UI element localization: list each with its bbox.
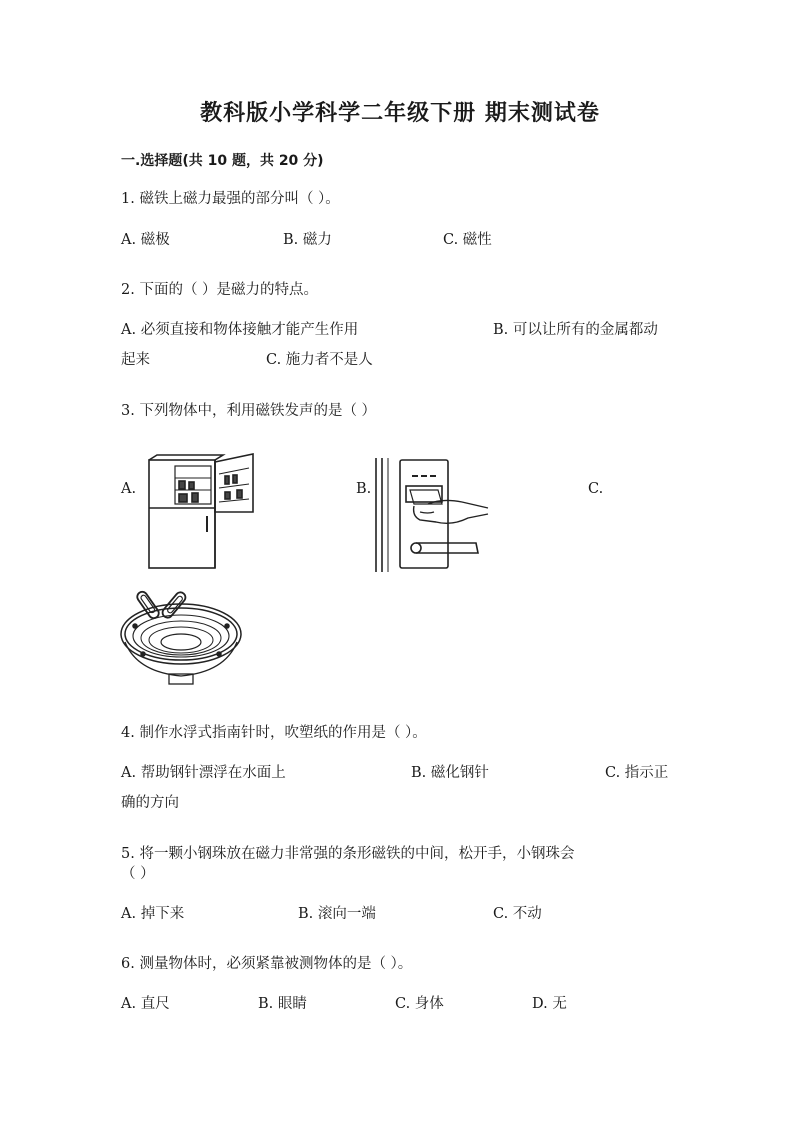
question-2-option-b: B. 可以让所有的金属都动	[493, 322, 658, 338]
question-1-option-b: B. 磁力	[283, 232, 332, 248]
question-6-stem: 6. 测量物体时，必须紧靠被测物体的是（ ）。	[121, 956, 413, 972]
question-6-option-d: D. 无	[532, 996, 567, 1012]
refrigerator-image	[145, 452, 257, 572]
question-3-option-b: B.	[356, 481, 372, 497]
question-4-option-a: A. 帮助钢针漂浮在水面上	[121, 765, 286, 781]
speaker-with-paperclips-image	[117, 582, 245, 690]
question-2-stem: 2. 下面的（ ）是磁力的特点。	[121, 282, 319, 298]
question-5-stem-continued: （ ）	[121, 866, 155, 882]
question-5-option-c: C. 不动	[493, 906, 542, 922]
question-2-option-b-continued: 起来	[121, 352, 150, 368]
question-2-option-c: C. 施力者不是人	[266, 352, 373, 368]
question-5-option-b: B. 滚向一端	[298, 906, 376, 922]
question-3-option-a: A.	[121, 481, 137, 497]
section-heading: 一.选择题(共 10 题，共 20 分)	[121, 153, 324, 169]
question-1-option-c: C. 磁性	[443, 232, 492, 248]
question-3-option-c: C.	[588, 481, 604, 497]
question-2-option-a: A. 必须直接和物体接触才能产生作用	[121, 322, 359, 338]
question-1-stem: 1. 磁铁上磁力最强的部分叫（ ）。	[121, 191, 340, 207]
question-4-option-c-continued: 确的方向	[121, 795, 179, 811]
question-6-option-a: A. 直尺	[121, 996, 170, 1012]
question-5-option-a: A. 掉下来	[121, 906, 185, 922]
question-5-stem: 5. 将一颗小钢珠放在磁力非常强的条形磁铁的中间，松开手，小钢珠会	[121, 846, 575, 862]
question-4-stem: 4. 制作水浮式指南针时，吹塑纸的作用是（ ）。	[121, 725, 427, 741]
question-6-option-b: B. 眼睛	[258, 996, 307, 1012]
door-card-lock-image	[372, 456, 492, 574]
question-3-stem: 3. 下列物体中，利用磁铁发声的是（ ）	[121, 403, 377, 419]
question-4-option-c: C. 指示正	[605, 765, 669, 781]
question-1-option-a: A. 磁极	[121, 232, 170, 248]
question-4-option-b: B. 磁化钢针	[411, 765, 489, 781]
question-6-option-c: C. 身体	[395, 996, 444, 1012]
page-title: 教科版小学科学二年级下册 期末测试卷	[200, 101, 600, 126]
